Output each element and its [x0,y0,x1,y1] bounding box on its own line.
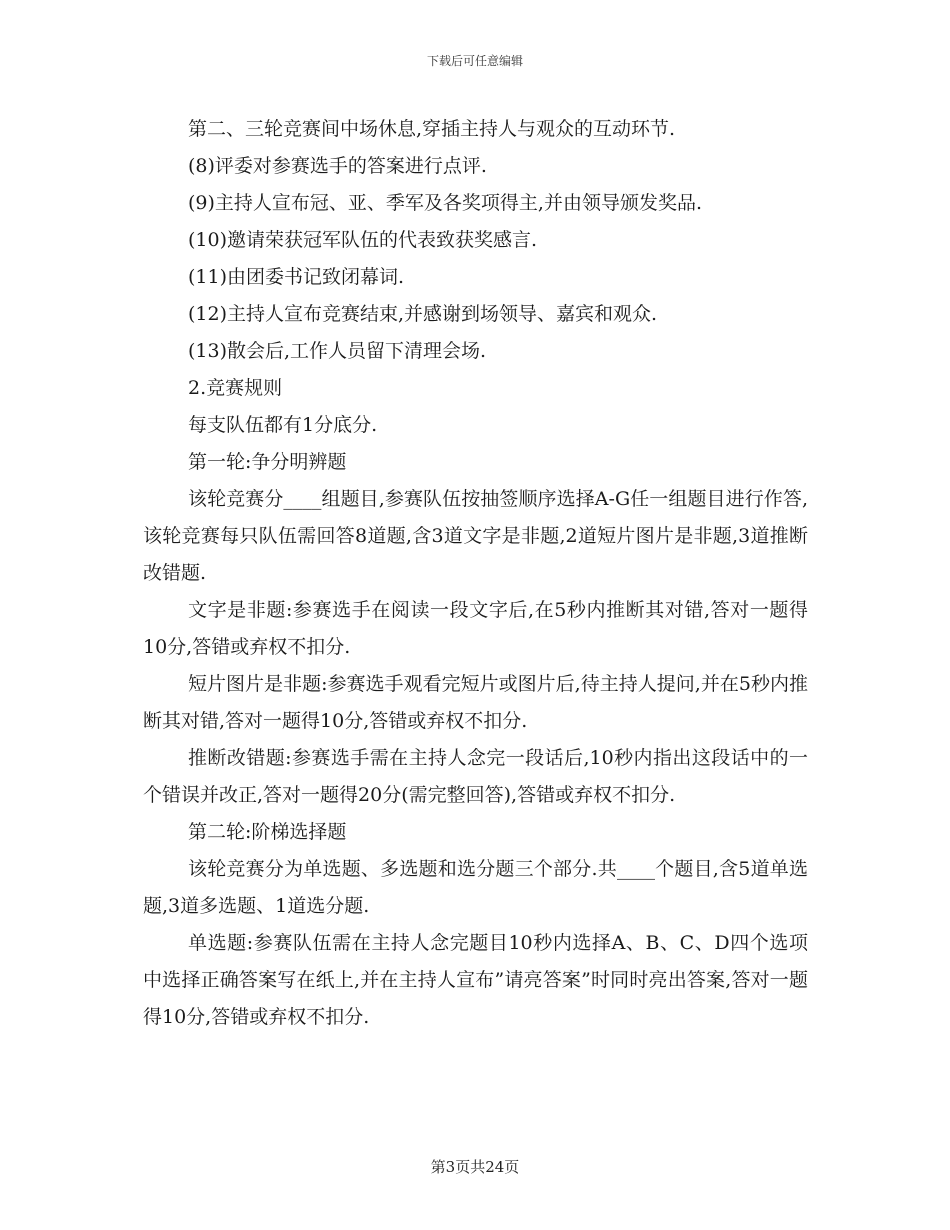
page-header-note: 下载后可任意编辑 [426,54,523,68]
page-number: 第3页共24页 [430,1158,520,1176]
paragraph-text-true-false: 文字是非题:参赛选手在阅读一段文字后,在5秒内推断其对错,答对一题得10分,答错或弃权不扣分. [143,599,808,658]
paragraph-round-two-desc: 该轮竞赛分为单选题、多选题和选分题三个部分.共____个题目,含5道单选题,3道多选题、1道选分题. [143,858,808,917]
paragraph-intermission: 第二、三轮竞赛间中场休息,穿插主持人与观众的互动环节. [188,118,676,140]
document-body [143,111,808,1036]
paragraph-clip-true-false: 短片图片是非题:参赛选手观看完短片或图片后,待主持人提问,并在5秒内推断其对错,答对一题得10分,答错或弃权不扣分. [143,673,808,732]
list-item-11: (11)由团委书记致闭幕词. [188,266,405,288]
list-item-12: (12)主持人宣布竞赛结束,并感谢到场领导、嘉宾和观众. [188,303,658,325]
section-heading-rules: 2.竞赛规则 [188,377,283,399]
round-one-heading: 第一轮:争分明辨题 [188,451,347,473]
list-item-8: (8)评委对参赛选手的答案进行点评. [188,155,487,177]
paragraph-round-one-desc: 该轮竞赛分____组题目,参赛队伍按抽签顺序选择A-G任一组题目进行作答,该轮竞赛每只队伍需回答8道题,含3道文字是非题,2道短片图片是非题,3道推断改错题. [143,488,808,584]
list-item-9: (9)主持人宣布冠、亚、季军及各奖项得主,并由领导颁发奖品. [188,192,702,214]
paragraph-single-choice: 单选题:参赛队伍需在主持人念完题目10秒内选择A、B、C、D四个选项中选择正确答案写在纸上,并在主持人宣布”请亮答案”时同时亮出答案,答对一题得10分,答错或弃权不扣分. [143,932,808,1028]
round-two-heading: 第二轮:阶梯选择题 [188,821,347,843]
paragraph-base-score: 每支队伍都有1分底分. [188,414,378,436]
paragraph-error-correction: 推断改错题:参赛选手需在主持人念完一段话后,10秒内指出这段话中的一个错误并改正,答对一题得20分(需完整回答),答错或弃权不扣分. [143,747,808,806]
list-item-13: (13)散会后,工作人员留下清理会场. [188,340,487,362]
list-item-10: (10)邀请荣获冠军队伍的代表致获奖感言. [188,229,538,251]
